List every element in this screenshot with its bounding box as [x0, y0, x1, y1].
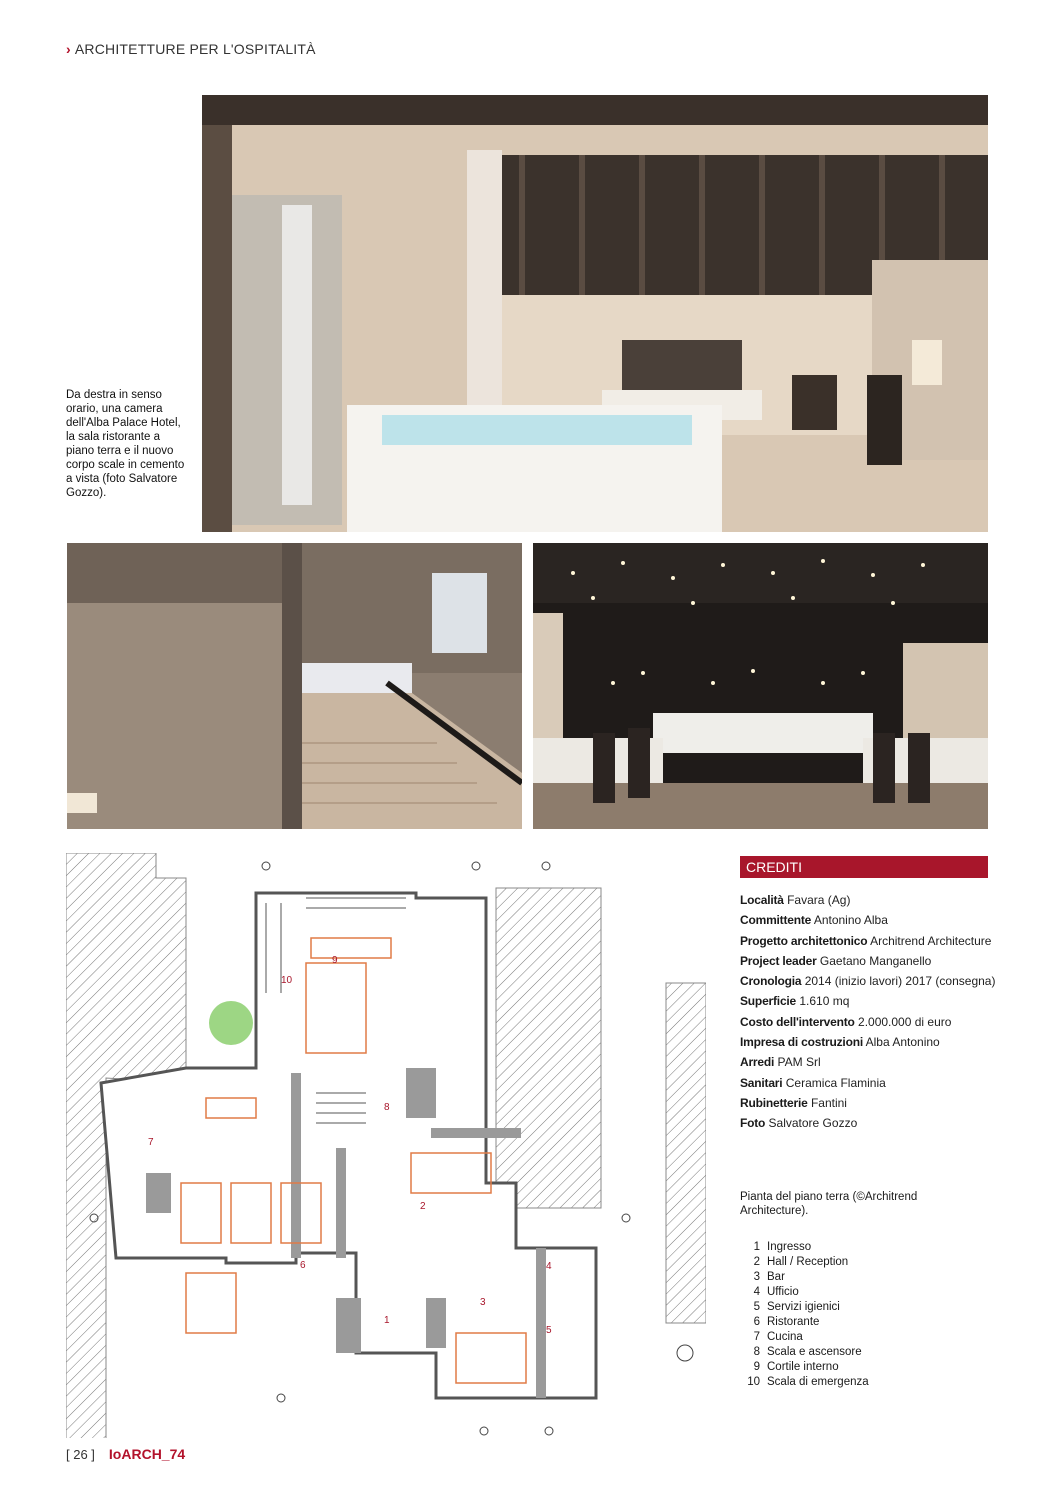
- credit-row: Località Favara (Ag): [740, 893, 851, 907]
- legend-item: 1 Ingresso: [753, 1241, 812, 1253]
- chevron-right-icon: ›: [66, 41, 71, 57]
- magazine-name: IoARCH_74: [108, 1446, 186, 1462]
- section-header: [66, 41, 316, 57]
- plan-caption: Pianta del piano terra (©Architrend Architecture).: [740, 1191, 918, 1217]
- credit-row: Cronologia 2014 (inizio lavori) 2017 (consegna): [740, 974, 996, 989]
- plan-label-1: 1: [384, 1315, 390, 1326]
- legend-item: 5 Servizi igienici: [753, 1301, 840, 1313]
- credit-row: Arredi PAM Srl: [740, 1055, 821, 1070]
- legend-item: 3 Bar: [753, 1271, 785, 1283]
- plan-label-6: 6: [300, 1260, 306, 1271]
- plan-label-7: 7: [148, 1137, 154, 1148]
- page-footer: [66, 1446, 185, 1462]
- credit-row: Progetto architettonico Architrend Architecture: [740, 933, 992, 948]
- photo-restaurant: [533, 543, 988, 829]
- photo-staircase: [67, 543, 522, 829]
- credit-row: Rubinetterie Fantini: [740, 1095, 847, 1110]
- credit-row: Costo dell'intervento 2.000.000 di euro: [740, 1014, 952, 1029]
- legend-item: 2 Hall / Reception: [753, 1256, 849, 1268]
- credits-list: [740, 890, 1000, 1134]
- floor-plan: [66, 853, 706, 1438]
- legend-item: 9 Cortile interno: [753, 1361, 839, 1373]
- legend-item: 8 Scala e ascensore: [753, 1346, 862, 1358]
- credit-row: Impresa di costruzioni Alba Antonino: [740, 1035, 940, 1050]
- section-title: ARCHITETTURE PER L'OSPITALITÀ: [74, 41, 316, 57]
- credit-row: Project leader Gaetano Manganello: [740, 953, 932, 968]
- credit-row: Sanitari Ceramica Flaminia: [740, 1075, 886, 1090]
- legend-item: 6 Ristorante: [753, 1316, 820, 1328]
- credit-row: Superficie 1.610 mq: [740, 994, 850, 1009]
- credit-row: Committente Antonino Alba: [740, 913, 888, 928]
- legend-item: 10 Scala di emergenza: [747, 1376, 869, 1388]
- plan-label-2: 2: [420, 1201, 426, 1212]
- credit-row: Foto Salvatore Gozzo: [740, 1116, 858, 1131]
- legend-item: 4 Ufficio: [753, 1286, 799, 1298]
- credits-title: CREDITI: [740, 856, 988, 878]
- plan-label-8: 8: [384, 1102, 390, 1113]
- plan-label-9: 9: [332, 955, 338, 966]
- plan-label-4: 4: [546, 1261, 552, 1272]
- photo-hotel-room: [202, 95, 988, 532]
- plan-legend: [740, 1240, 869, 1390]
- plan-label-5: 5: [546, 1325, 552, 1336]
- page-number: [ 26 ]: [66, 1447, 95, 1462]
- plan-label-3: 3: [480, 1297, 486, 1308]
- photo-caption: Da destra in senso orario, una camera dell'Alba Palace Hotel, la sala ristorante a piano terra e il nuovo corpo scale in cemento a vista (foto Salvatore Gozzo).: [66, 389, 185, 499]
- plan-label-10: 10: [281, 975, 293, 986]
- legend-item: 7 Cucina: [753, 1331, 803, 1343]
